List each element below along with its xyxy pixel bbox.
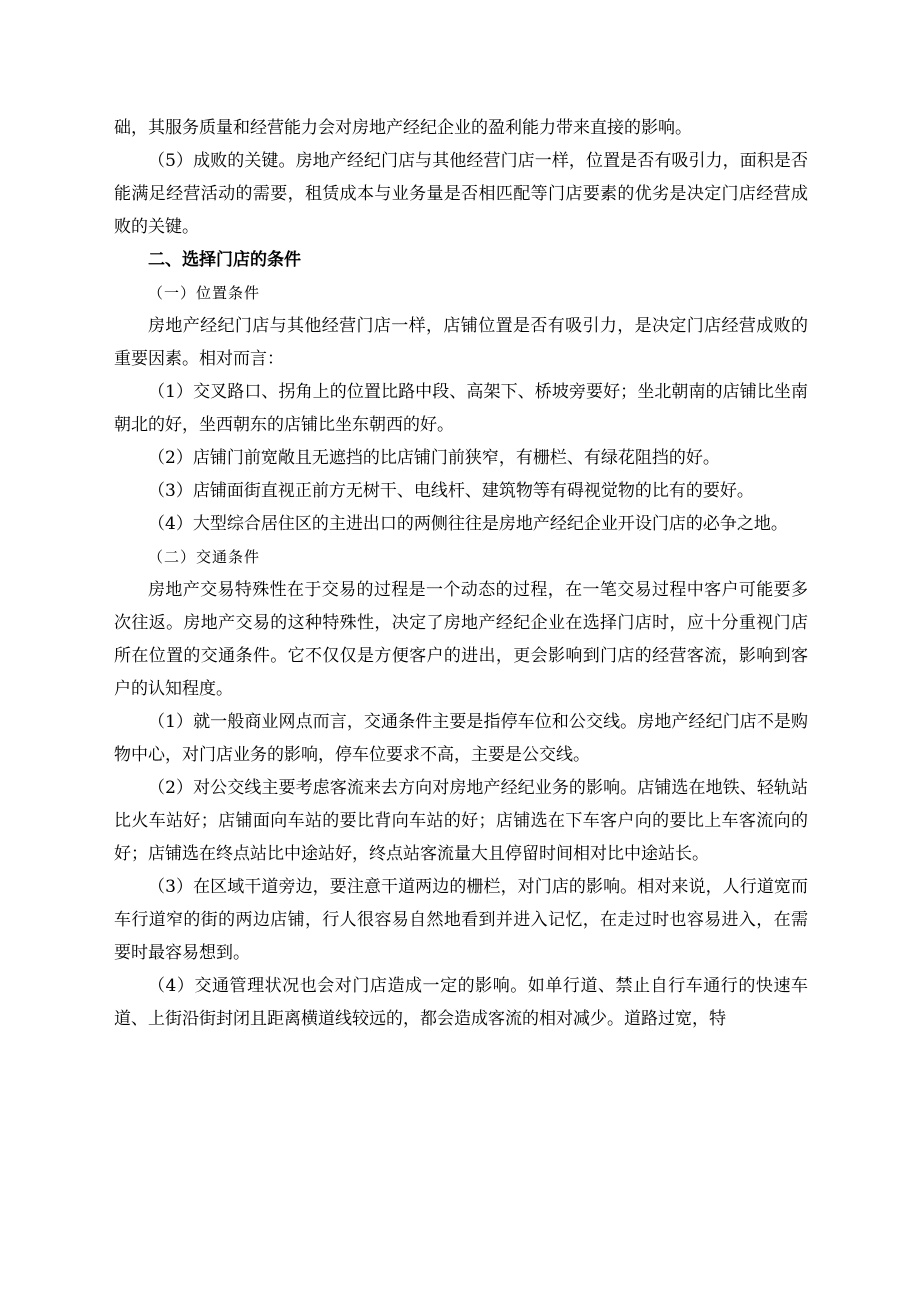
list-item: （3）在区域干道旁边，要注意干道两边的栅栏，对门店的影响。相对来说，人行道宽而车行道窄的街的两边店铺，行人很容易自然地看到并进入记忆，在走过时也容易进入，在需要时最容易想到。 — [114, 877, 808, 963]
list-item: （4）大型综合居住区的主进出口的两侧往往是房地产经纪企业开设门店的必争之地。 — [148, 514, 788, 534]
list-item: （1）就一般商业网点而言，交通条件主要是指停车位和公交线。房地产经纪门店不是购物中心，对门店业务的影响，停车位要求不高，主要是公交线。 — [114, 712, 808, 765]
list-item: （4）交通管理状况也会对门店造成一定的影响。如单行道、禁止自行车通行的快速车道、上街沿街封闭且距离横道线较远的，都会造成客流的相对减少。道路过宽，特 — [114, 976, 808, 1029]
list-item: （2）对公交线主要考虑客流来去方向对房地产经纪业务的影响。店铺选在地铁、轻轨站比火车站好；店铺面向车站的要比背向车站的好；店铺选在下车客户向的要比上车客流向的好；店铺选在终点站比中途站好，终点站客流量大且停留时间相对比中途站长。 — [114, 778, 808, 864]
subsection-heading: （一）位置条件 — [148, 284, 261, 302]
paragraph: 房地产经纪门店与其他经营门店一样，店铺位置是否有吸引力，是决定门店经营成败的重要因素。相对而言： — [114, 316, 808, 369]
paragraph: 础，其服务质量和经营能力会对房地产经纪企业的盈利能力带来直接的影响。 — [114, 118, 692, 138]
paragraph: 房地产交易特殊性在于交易的过程是一个动态的过程，在一笔交易过程中客户可能要多次往返。房地产交易的这种特殊性，决定了房地产经纪企业在选择门店时，应十分重视门店所在位置的交通条件。它不仅仅是方便客户的进出，更会影响到门店的经营客流，影响到客户的认知程度。 — [114, 580, 808, 699]
list-item: （2）店铺门前宽敞且无遮挡的比店铺门前狭窄，有栅栏、有绿花阻挡的好。 — [148, 448, 720, 468]
list-item: （3）店铺面街直视正前方无树干、电线杆、建筑物等有碍视觉物的比有的要好。 — [148, 481, 754, 501]
list-item: （1）交叉路口、拐角上的位置比路中段、高架下、桥坡旁要好；坐北朝南的店铺比坐南朝北的好，坐西朝东的店铺比坐东朝西的好。 — [114, 382, 808, 435]
subsection-heading: （二）交通条件 — [148, 548, 261, 566]
section-heading: 二、选择门店的条件 — [148, 250, 301, 270]
document-page — [114, 112, 808, 1036]
paragraph: （5）成败的关键。房地产经纪门店与其他经营门店一样，位置是否有吸引力，面积是否能满足经营活动的需要，租赁成本与业务量是否相匹配等门店要素的优劣是决定门店经营成败的关键。 — [114, 151, 808, 237]
